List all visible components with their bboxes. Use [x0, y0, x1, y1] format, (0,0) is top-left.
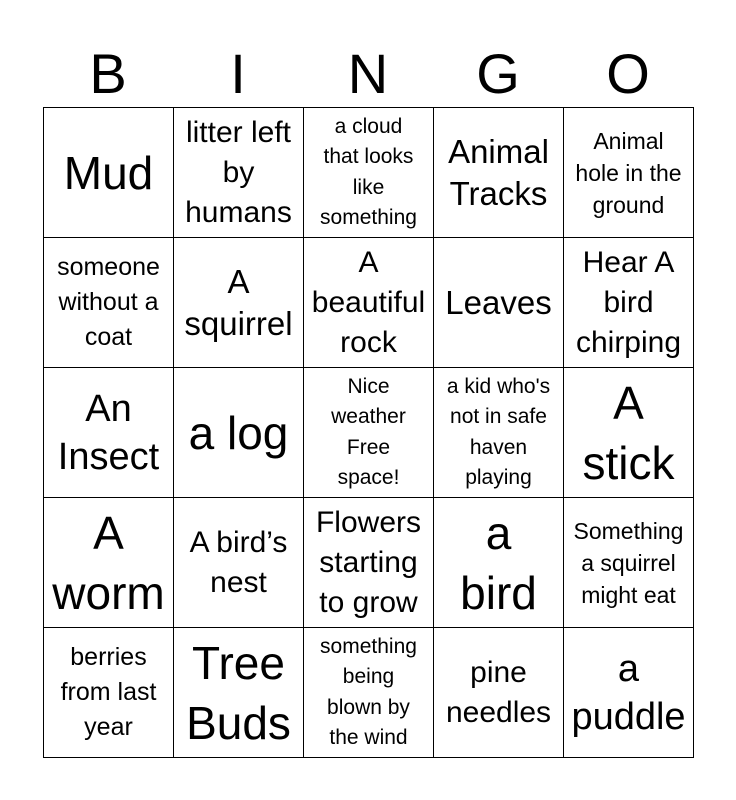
- cell-text: A worm: [52, 506, 165, 619]
- bingo-cell[interactable]: [434, 238, 564, 368]
- bingo-cell[interactable]: [174, 498, 304, 628]
- bingo-cell[interactable]: [434, 108, 564, 238]
- bingo-cell[interactable]: [304, 238, 434, 368]
- cell-text: a kid who's not in safe haven playing: [446, 374, 551, 489]
- bingo-cell[interactable]: [174, 628, 304, 758]
- bingo-cell[interactable]: [434, 368, 564, 498]
- cell-text: A stick: [582, 376, 675, 489]
- cell-text: someone without a coat: [57, 253, 160, 351]
- bingo-cell[interactable]: [44, 108, 174, 238]
- cell-text: A bird’s nest: [189, 525, 288, 599]
- header-letter-i: I: [230, 42, 246, 105]
- cell-text: a log: [188, 406, 289, 459]
- cell-text: a puddle: [571, 647, 686, 738]
- cell-text: Something a squirrel might eat: [573, 517, 684, 608]
- bingo-cell[interactable]: [564, 108, 694, 238]
- cell-text: Animal hole in the ground: [575, 127, 682, 218]
- bingo-cell[interactable]: [44, 628, 174, 758]
- cell-text: Nice weather Free space!: [331, 374, 406, 489]
- header-letter-o: O: [606, 42, 650, 105]
- bingo-cell[interactable]: [44, 498, 174, 628]
- cell-text: litter left by humans: [185, 115, 292, 229]
- bingo-cell[interactable]: [304, 368, 434, 498]
- bingo-cell[interactable]: [564, 238, 694, 368]
- header-letter-b: B: [89, 42, 127, 105]
- bingo-cell[interactable]: [564, 368, 694, 498]
- bingo-cell[interactable]: [174, 368, 304, 498]
- cell-text: something being blown by the wind: [320, 634, 417, 749]
- bingo-cell[interactable]: [174, 238, 304, 368]
- bingo-cell[interactable]: [304, 108, 434, 238]
- bingo-cell[interactable]: [434, 628, 564, 758]
- cell-text: Animal Tracks: [448, 132, 549, 212]
- bingo-cell[interactable]: [304, 498, 434, 628]
- cell-text: An Insect: [57, 387, 160, 478]
- cell-text: pine needles: [445, 655, 552, 729]
- cell-text: Mud: [63, 146, 154, 199]
- bingo-header: [43, 40, 693, 108]
- bingo-cell[interactable]: [174, 108, 304, 238]
- cell-text: Leaves: [445, 283, 552, 321]
- bingo-cell[interactable]: [304, 628, 434, 758]
- cell-text: A squirrel: [184, 262, 293, 342]
- cell-text: Tree Buds: [186, 636, 291, 749]
- cell-text: a bird: [460, 506, 537, 619]
- bingo-cell[interactable]: [44, 368, 174, 498]
- bingo-cell[interactable]: [564, 628, 694, 758]
- cell-text: berries from last year: [60, 643, 157, 741]
- bingo-grid: [43, 107, 694, 758]
- bingo-cell[interactable]: [564, 498, 694, 628]
- cell-text: Hear A bird chirping: [575, 245, 682, 359]
- cell-text: a cloud that looks like something: [320, 114, 417, 229]
- header-letter-g: G: [476, 42, 520, 105]
- bingo-cell[interactable]: [434, 498, 564, 628]
- cell-text: A beautiful rock: [311, 245, 426, 359]
- cell-text: Flowers starting to grow: [315, 505, 421, 619]
- header-letter-n: N: [347, 42, 389, 105]
- bingo-cell[interactable]: [44, 238, 174, 368]
